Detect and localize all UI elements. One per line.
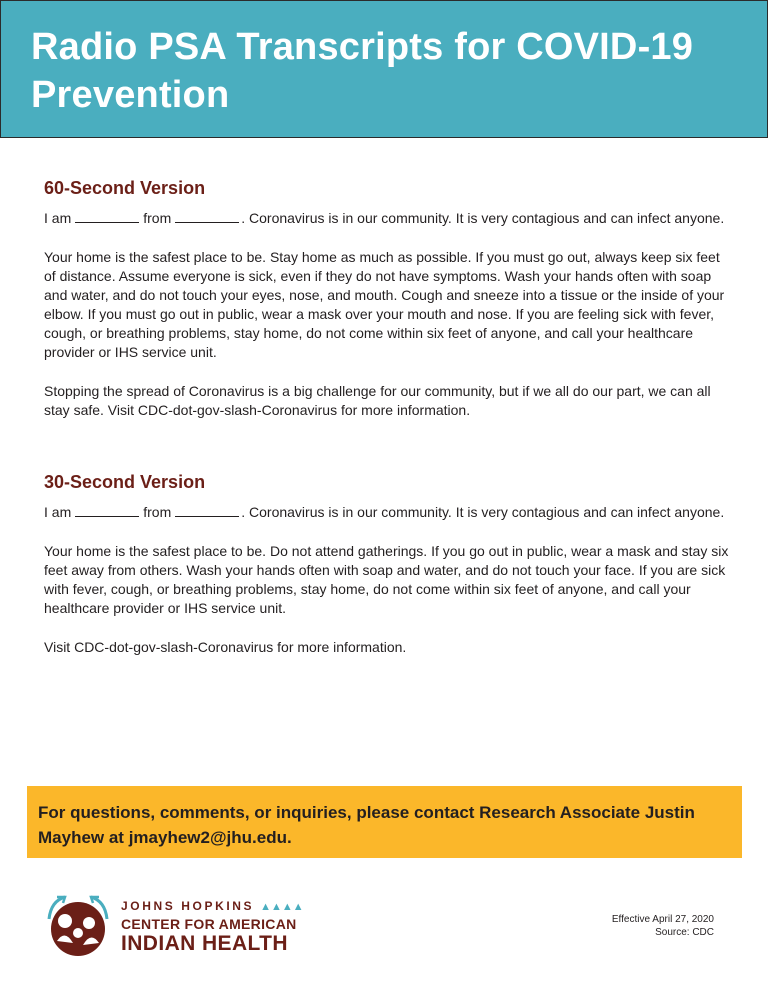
section-60-second [44, 178, 734, 440]
intro-line [44, 503, 734, 522]
page-title: Radio PSA Transcripts for COVID-19 Prevention [31, 26, 694, 116]
section-heading: 60-Second Version [44, 178, 206, 198]
jhu-cair-logo [43, 893, 313, 963]
section-30-second [44, 472, 734, 677]
intro-text: from [143, 504, 172, 520]
name-blank [75, 210, 139, 223]
paragraph: Your home is the safest place to be. Stay home as much as possible. If you must go out, always keep six feet of distance. Assume everyone is sick, even if they do not have symptoms. Wash your hands often with soap and water, and do not touch your eyes, nose, and mouth. Cough and sneeze into a tissue or the inside of your elbow. If you must go out in public, wear a mask over your mouth and nose. If you are feeling sick with fever, cough, or breathing problems, stay home, do not come within six feet of anyone, and call your healthcare provider or IHS service unit. [44, 249, 725, 360]
intro-text: . Coronavirus is in our community. It is very contagious and can infect anyone. [241, 210, 725, 226]
logo-line-2: CENTER FOR AMERICAN [121, 916, 297, 932]
name-blank [75, 504, 139, 517]
logo-line-3: INDIAN HEALTH [121, 932, 288, 955]
intro-line [44, 209, 734, 228]
place-blank [175, 210, 239, 223]
place-blank [175, 504, 239, 517]
paragraph: Your home is the safest place to be. Do not attend gatherings. If you go out in public, wear a mask and stay six feet away from others. Wash your hands often with soap and water, and do not touch your face. If you are sick with fever, cough, or breathing problems, stay home, do not come within six feet of anyone, and call your healthcare provider or IHS service unit. [44, 543, 729, 616]
paragraph: Stopping the spread of Coronavirus is a big challenge for our community, but if we all do our part, we can all stay safe. Visit CDC-dot-gov-slash-Coronavirus for more information. [44, 383, 711, 418]
footer-info [612, 913, 714, 939]
triangles-icon: ▲▲▲▲ [260, 901, 304, 913]
header-banner [0, 0, 768, 138]
source-note: Source: CDC [655, 927, 714, 938]
contact-text: For questions, comments, or inquiries, please contact Research Associate Justin Mayhew at jmayhew2@jhu.edu. [38, 803, 695, 847]
intro-text: from [143, 210, 172, 226]
paragraph: Visit CDC-dot-gov-slash-Coronavirus for more information. [44, 639, 407, 655]
intro-text: I am [44, 504, 72, 520]
effective-date: Effective April 27, 2020 [611, 914, 714, 925]
intro-text: I am [44, 210, 72, 226]
logo-wordmark [121, 899, 304, 955]
logo-line-1 [121, 899, 304, 914]
section-heading: 30-Second Version [44, 472, 206, 492]
contact-box [27, 786, 742, 858]
logo-line-1-text: JOHNS HOPKINS [121, 899, 255, 913]
family-emblem-icon [43, 893, 113, 961]
intro-text: . Coronavirus is in our community. It is very contagious and can infect anyone. [241, 504, 725, 520]
